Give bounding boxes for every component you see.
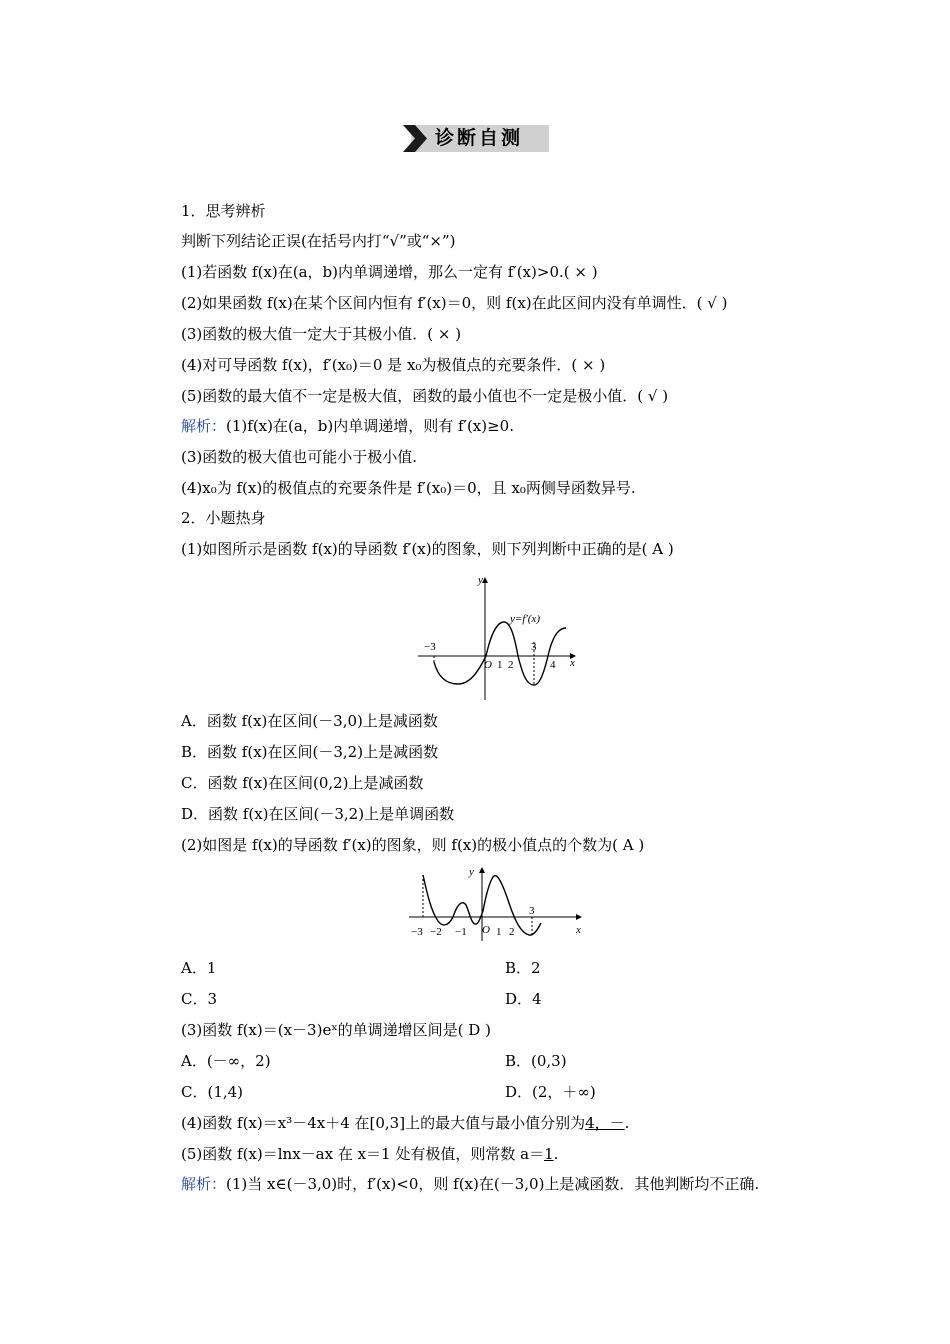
section2-heading: 2．小题热身 bbox=[181, 509, 266, 527]
section1-heading: 1．思考辨析 bbox=[181, 202, 266, 220]
tick-label: 2 bbox=[509, 926, 515, 938]
origin-label: O bbox=[482, 924, 490, 936]
curve-label: y=f′(x) bbox=[510, 613, 540, 625]
analysis-line bbox=[181, 1174, 759, 1194]
judgement-item: (1)若函数 f(x)在(a，b)内单调递增，那么一定有 f′(x)>0.( × ) bbox=[181, 263, 598, 281]
tick-label: 3 bbox=[529, 905, 535, 917]
tick-label: 1 bbox=[497, 659, 503, 671]
tick-label: 3 bbox=[531, 641, 537, 653]
analysis-text: (1)f(x)在(a，b)内单调递增，则有 f′(x)≥0. bbox=[226, 417, 514, 435]
option-b: B．(0,3) bbox=[505, 1052, 567, 1070]
x-label: x bbox=[576, 924, 581, 936]
y-label: y bbox=[478, 574, 483, 586]
period: . bbox=[624, 1114, 630, 1132]
judgement-item: (3)函数的极大值一定大于其极小值．( × ) bbox=[181, 325, 462, 343]
question-stem: (5)函数 f(x)＝lnx－ax 在 x＝1 处有极值，则常数 a＝ bbox=[181, 1145, 545, 1163]
judgement-item: (4)对可导函数 f(x)，f′(x₀)＝0 是 x₀为极值点的充要条件．( × ) bbox=[181, 356, 606, 374]
section-banner bbox=[403, 125, 549, 152]
option-a: A．函数 f(x)在区间(－3,0)上是减函数 bbox=[181, 712, 438, 730]
question-fill-4 bbox=[181, 1113, 629, 1133]
section1-intro: 判断下列结论正误(在括号内打“√”或“×”) bbox=[181, 232, 456, 250]
question-stem: (2)如图是 f(x)的导函数 f′(x)的图象，则 f(x)的极小值点的个数为( A ) bbox=[181, 836, 645, 854]
option-a: A．1 bbox=[181, 959, 217, 977]
analysis-line: (3)函数的极大值也可能小于极小值. bbox=[181, 448, 418, 466]
question-stem: (1)如图所示是函数 f(x)的导函数 f′(x)的图象，则下列判断中正确的是( A ) bbox=[181, 540, 674, 558]
option-d: D．4 bbox=[505, 990, 542, 1008]
tick-label: −1 bbox=[455, 926, 467, 938]
option-d: D．(2，＋∞) bbox=[505, 1083, 596, 1101]
tick-label: −3 bbox=[424, 641, 436, 653]
option-d: D．函数 f(x)在区间(－3,2)上是单调函数 bbox=[181, 805, 455, 823]
judgement-item: (5)函数的最大值不一定是极大值，函数的最小值也不一定是极小值．( √ ) bbox=[181, 387, 669, 405]
tick-label: 1 bbox=[496, 926, 502, 938]
tick-label: 2 bbox=[508, 659, 514, 671]
analysis-label: 解析： bbox=[181, 1175, 227, 1193]
option-c: C．3 bbox=[181, 990, 218, 1008]
question-stem: (4)函数 f(x)＝x³－4x＋4 在[0,3]上的最大值与最小值分别为 bbox=[181, 1114, 586, 1132]
option-a: A．(－∞，2) bbox=[181, 1052, 271, 1070]
answer-blank: 1 bbox=[544, 1145, 554, 1163]
analysis-line bbox=[181, 416, 514, 436]
tick-label: −3 bbox=[411, 926, 423, 938]
derivative-graph-1 bbox=[410, 572, 582, 704]
derivative-curve bbox=[434, 622, 566, 685]
tick-label: 4 bbox=[550, 659, 556, 671]
analysis-line: (4)x₀为 f(x)的极值点的充要条件是 f′(x₀)＝0，且 x₀两侧导函数异号. bbox=[181, 479, 636, 497]
origin-label: O bbox=[484, 659, 492, 671]
option-b: B．函数 f(x)在区间(－3,2)上是减函数 bbox=[181, 743, 439, 761]
banner-title: 诊断自测 bbox=[435, 127, 524, 149]
option-b: B．2 bbox=[505, 959, 541, 977]
tick-label: −2 bbox=[430, 926, 442, 938]
x-label: x bbox=[570, 657, 575, 669]
option-c: C．函数 f(x)在区间(0,2)上是减函数 bbox=[181, 774, 424, 792]
judgement-item: (2)如果函数 f(x)在某个区间内恒有 f′(x)＝0，则 f(x)在此区间内没有单调性．( √ ) bbox=[181, 294, 728, 312]
analysis-text: (1)当 x∈(－3,0)时，f′(x)<0，则 f(x)在(－3,0)上是减函数．其他判断均不正确. bbox=[226, 1175, 760, 1193]
period: . bbox=[553, 1145, 559, 1163]
derivative-graph-2 bbox=[405, 865, 587, 943]
analysis-label: 解析： bbox=[181, 417, 227, 435]
question-stem: (3)函数 f(x)＝(x－3)eˣ的单调递增区间是( D ) bbox=[181, 1021, 491, 1039]
y-label: y bbox=[469, 866, 474, 878]
option-c: C．(1,4) bbox=[181, 1083, 244, 1101]
question-fill-5 bbox=[181, 1144, 558, 1164]
answer-blank: 4，－ bbox=[585, 1114, 625, 1132]
